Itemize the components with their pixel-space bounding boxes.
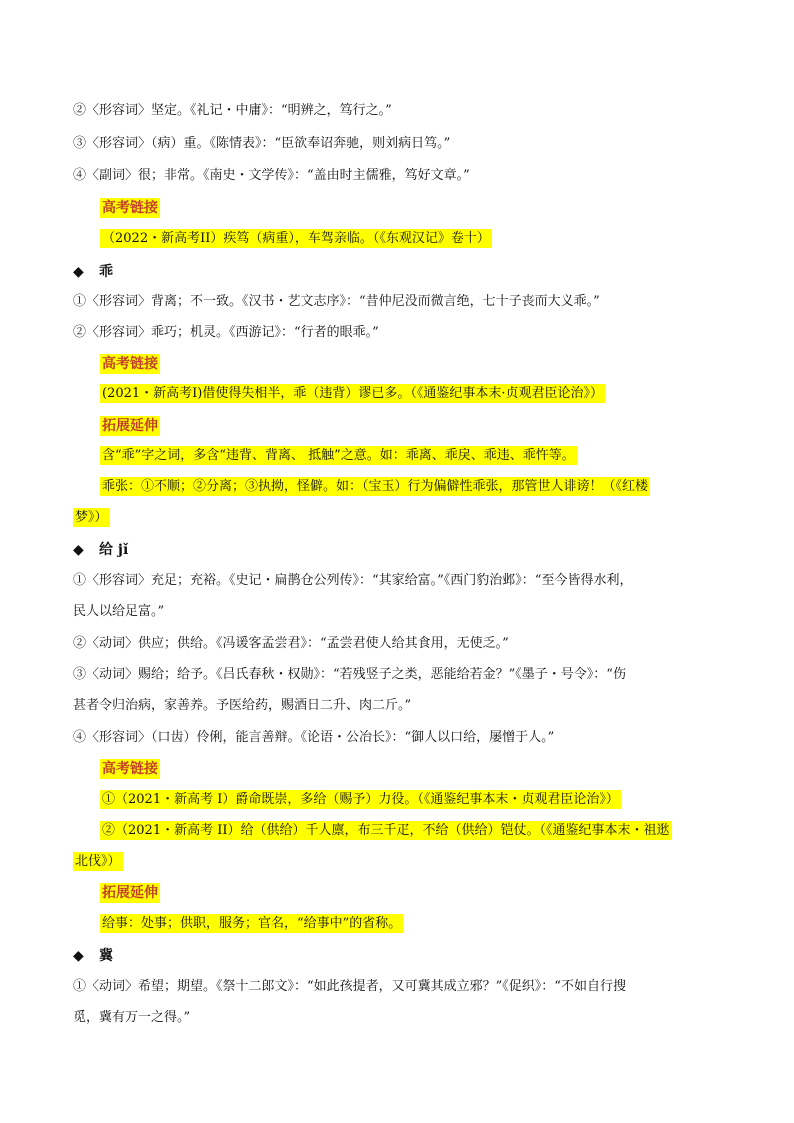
line-text: 民人以给足富。” (73, 604, 165, 619)
character-heading-text: 冀 (99, 948, 113, 964)
highlight-text: 高考链接 (102, 761, 158, 777)
highlight-text: 高考链接 (102, 356, 158, 372)
exam-example-line (73, 852, 723, 872)
line-text: ①〈动词〉希望；期望。《祭十二郎文》：“如此孩提者，又可冀其成立邪？”《促织》：“不如自行搜 (73, 979, 626, 994)
section-label-extension (100, 883, 720, 904)
character-heading-text: 给 jǐ (99, 542, 129, 558)
definition-line (73, 292, 723, 312)
line-text: 甚者令归治病，家善养。予医给药，赐酒日二升、肉二斤。” (73, 698, 412, 713)
diamond-bullet-icon: ◆ (73, 264, 84, 280)
definition-line (73, 134, 723, 154)
highlight-text: 乖张：①不顺；②分离；③执拗，怪僻。如：（宝玉）行为偏僻性乖张，那管世人诽谤！（《红楼 (102, 479, 649, 494)
highlight-text: 北伐》） (75, 854, 121, 869)
definition-line (73, 977, 723, 997)
highlight-text: 高考链接 (102, 200, 158, 216)
definition-line (73, 634, 723, 654)
line-text: ④〈副词〉很；非常。《南史・文学传》：“盖由时主儒雅，笃好文章。” (73, 168, 470, 183)
definition-line (73, 1008, 723, 1028)
highlight-text: ②（2021・新高考 II）给（供给）千人廪，布三千疋，不给（供给）铠仗。（《通鉴纪事本末・祖逖 (102, 823, 670, 838)
character-heading (73, 262, 723, 282)
diamond-bullet-icon: ◆ (73, 542, 84, 558)
character-heading (73, 540, 723, 560)
highlight-text: 拓展延伸 (102, 418, 158, 434)
diamond-bullet-icon: ◆ (73, 948, 84, 964)
line-text: ④〈形容词〉（口齿）伶俐，能言善辩。《论语・公冶长》：“御人以口给，屡憎于人。” (73, 730, 555, 745)
definition-line (73, 728, 723, 748)
character-heading-text: 乖 (99, 264, 113, 280)
exam-example-line (100, 229, 720, 249)
definition-line (73, 101, 723, 121)
exam-example-line (100, 821, 720, 841)
line-text: ③〈动词〉赐给；给予。《吕氏春秋・权勋》：“若残竖子之类，恶能给若金？”《墨子・号令》：“伤 (73, 667, 626, 682)
exam-example-line (100, 384, 720, 404)
section-label-gaokao (100, 198, 720, 219)
line-text: ③〈形容词〉（病）重。《陈情表》：“臣欲奉诏奔驰，则刘病日笃。” (73, 136, 451, 151)
highlight-text: （2022・新高考II）疾笃（病重），车驾亲临。（《东观汉记》卷十） (102, 231, 490, 246)
line-text: ①〈形容词〉充足；充裕。《史记・扁鹊仓公列传》：“其家给富。”《西门豹治邺》：“至今皆得水利， (73, 573, 633, 588)
definition-line (73, 323, 723, 343)
highlight-text: 含“乖”字之词，多含“违背、背离、 抵触”之意。如：乖离、乖戾、乖违、乖忤等。 (102, 448, 575, 463)
section-label-gaokao (100, 354, 720, 375)
section-label-gaokao (100, 759, 720, 780)
extension-line (100, 477, 720, 497)
exam-example-line (100, 790, 720, 810)
line-text: ②〈形容词〉乖巧；机灵。《西游记》：“行者的眼乖。” (73, 325, 379, 340)
highlight-text: 梦》） (75, 510, 108, 525)
highlight-text: ①（2021・新高考 I）爵命既崇，多给（赐予）力役。（《通鉴纪事本末・贞观君臣论治》） (102, 792, 619, 807)
line-text: 觅，冀有万一之得。” (73, 1010, 191, 1025)
definition-line (73, 571, 723, 591)
extension-line (100, 446, 720, 466)
line-text: ①〈形容词〉背离；不一致。《汉书・艺文志序》：“昔仲尼没而微言绝，七十子丧而大义乖。” (73, 294, 600, 309)
line-text: ②〈动词〉供应；供给。《冯谖客孟尝君》：“孟尝君使人给其食用，无使乏。” (73, 636, 509, 651)
section-label-extension (100, 416, 720, 437)
extension-line (73, 508, 723, 528)
extension-line (100, 914, 720, 934)
line-text: ②〈形容词〉坚定。《礼记・中庸》：“明辨之，笃行之。” (73, 103, 392, 118)
definition-line (73, 696, 723, 716)
definition-line (73, 665, 723, 685)
highlight-text: 拓展延伸 (102, 885, 158, 901)
highlight-text: 给事：处事；供职，服务；官名，“给事中”的省称。 (102, 916, 402, 931)
character-heading (73, 946, 723, 966)
definition-line (73, 602, 723, 622)
highlight-text: (2021・新高考I)借使得失相半，乖（违背）谬已多。（《通鉴纪事本末·贞观君臣论治》） (102, 386, 603, 401)
definition-line (73, 166, 723, 186)
